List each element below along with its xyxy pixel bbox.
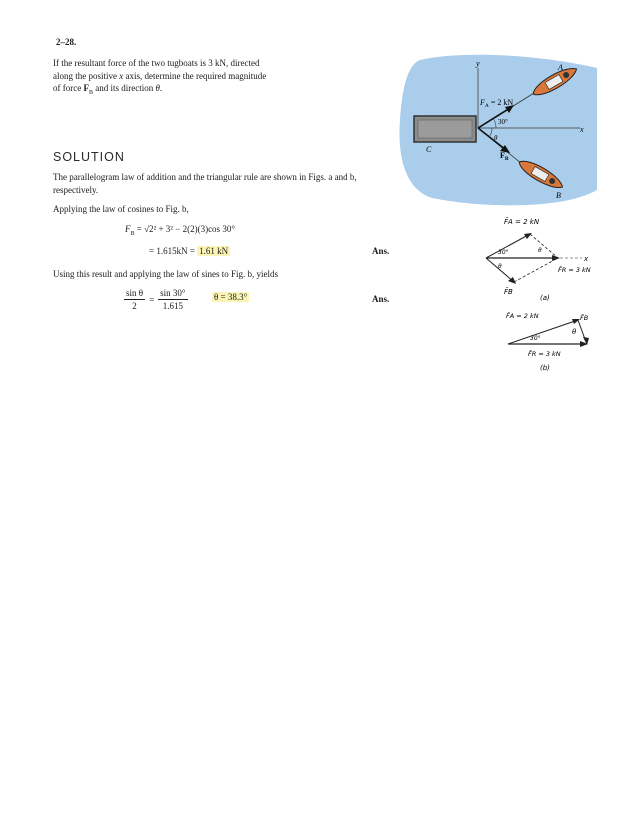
label-fa: $F_A = 2$ kN — [480, 98, 514, 109]
fraction-left: $\frac{\text{sin θ}}{2}$ — [126, 288, 144, 311]
solution-paragraph-2: Applying the law of cosines to Fig. b, — [53, 204, 189, 214]
label-fb: $F_B$ — [500, 151, 509, 162]
equation-law-of-sines: $\frac{\text{sin θ}}{2}$ = $\frac{\sin 30^\circ}{1.615}$ — [126, 288, 186, 311]
fig-a-fb-vector — [486, 258, 514, 282]
solution-paragraph-1: The parallelogram law of addition and the triangular rule are shown in Figs. a and b, respectively. — [53, 172, 357, 195]
tugboat-figure — [392, 50, 602, 210]
fig-a-label-theta-bottom: θ — [498, 263, 502, 270]
figure-b-triangle — [500, 306, 600, 378]
label-a: A — [558, 63, 563, 72]
fig-a-label-30: 30° — [498, 249, 509, 256]
solution-paragraph-3: Using this result and applying the law of sines to Fig. b, yields — [53, 269, 278, 279]
fig-a-label-x: x — [584, 255, 589, 263]
fig-a-dashed-fb — [530, 234, 558, 258]
fig-a-label-fa: F̄A = 2 kN — [504, 218, 540, 226]
equation-fb-result: = 1.615kN = 1.61 kN — [149, 246, 229, 256]
fig-a-label-fb: F̄B — [504, 288, 513, 296]
answer-theta-highlight: θ = 38.3° — [214, 292, 248, 302]
fig-a-label-theta-top: θ — [538, 247, 542, 254]
problem-number: 2–28. — [56, 37, 77, 47]
fig-b-label-theta: θ — [572, 328, 577, 336]
label-y: y — [476, 59, 480, 68]
equation-theta-result — [212, 292, 249, 302]
answer-label-1: Ans. — [372, 246, 390, 256]
fig-a-dashed-fa — [514, 258, 558, 282]
fig-b-label-fb: F̄B — [580, 314, 589, 322]
label-b: B — [556, 191, 561, 200]
fig-b-fa-vector — [508, 320, 578, 344]
fraction-right: $\frac{\sin 30^\circ}{1.615}$ — [160, 288, 186, 311]
fig-a-caption: (a) — [540, 294, 550, 302]
solution-heading: SOLUTION — [53, 150, 125, 164]
fig-b-label-fr: F̄R = 3 kN — [528, 350, 561, 358]
label-theta: θ — [494, 134, 498, 142]
answer-label-2: Ans. — [372, 294, 390, 304]
label-c: C — [426, 145, 432, 154]
fig-a-label-fr: F̄R = 3 kN — [558, 266, 591, 274]
fig-b-caption: (b) — [540, 364, 550, 372]
problem-statement: If the resultant force of the two tugboats is 3 kN, directed along the positive x axis, determine the required magnitude of force $F_B$ and its direction θ. — [53, 58, 267, 96]
label-30: 30° — [498, 118, 508, 126]
figure-a-parallelogram — [478, 214, 598, 304]
fig-b-label-30: 30° — [530, 335, 541, 342]
equation-law-of-cosines: $F_B = √2^2 + 3^2 - 2(2)(3)\cos$ 30° — [125, 224, 235, 237]
answer-fb-highlight: 1.61 kN — [199, 246, 229, 256]
fig-b-label-fa: F̄A = 2 kN — [506, 312, 539, 320]
label-x: x — [580, 125, 584, 134]
barge-deck — [418, 120, 472, 138]
